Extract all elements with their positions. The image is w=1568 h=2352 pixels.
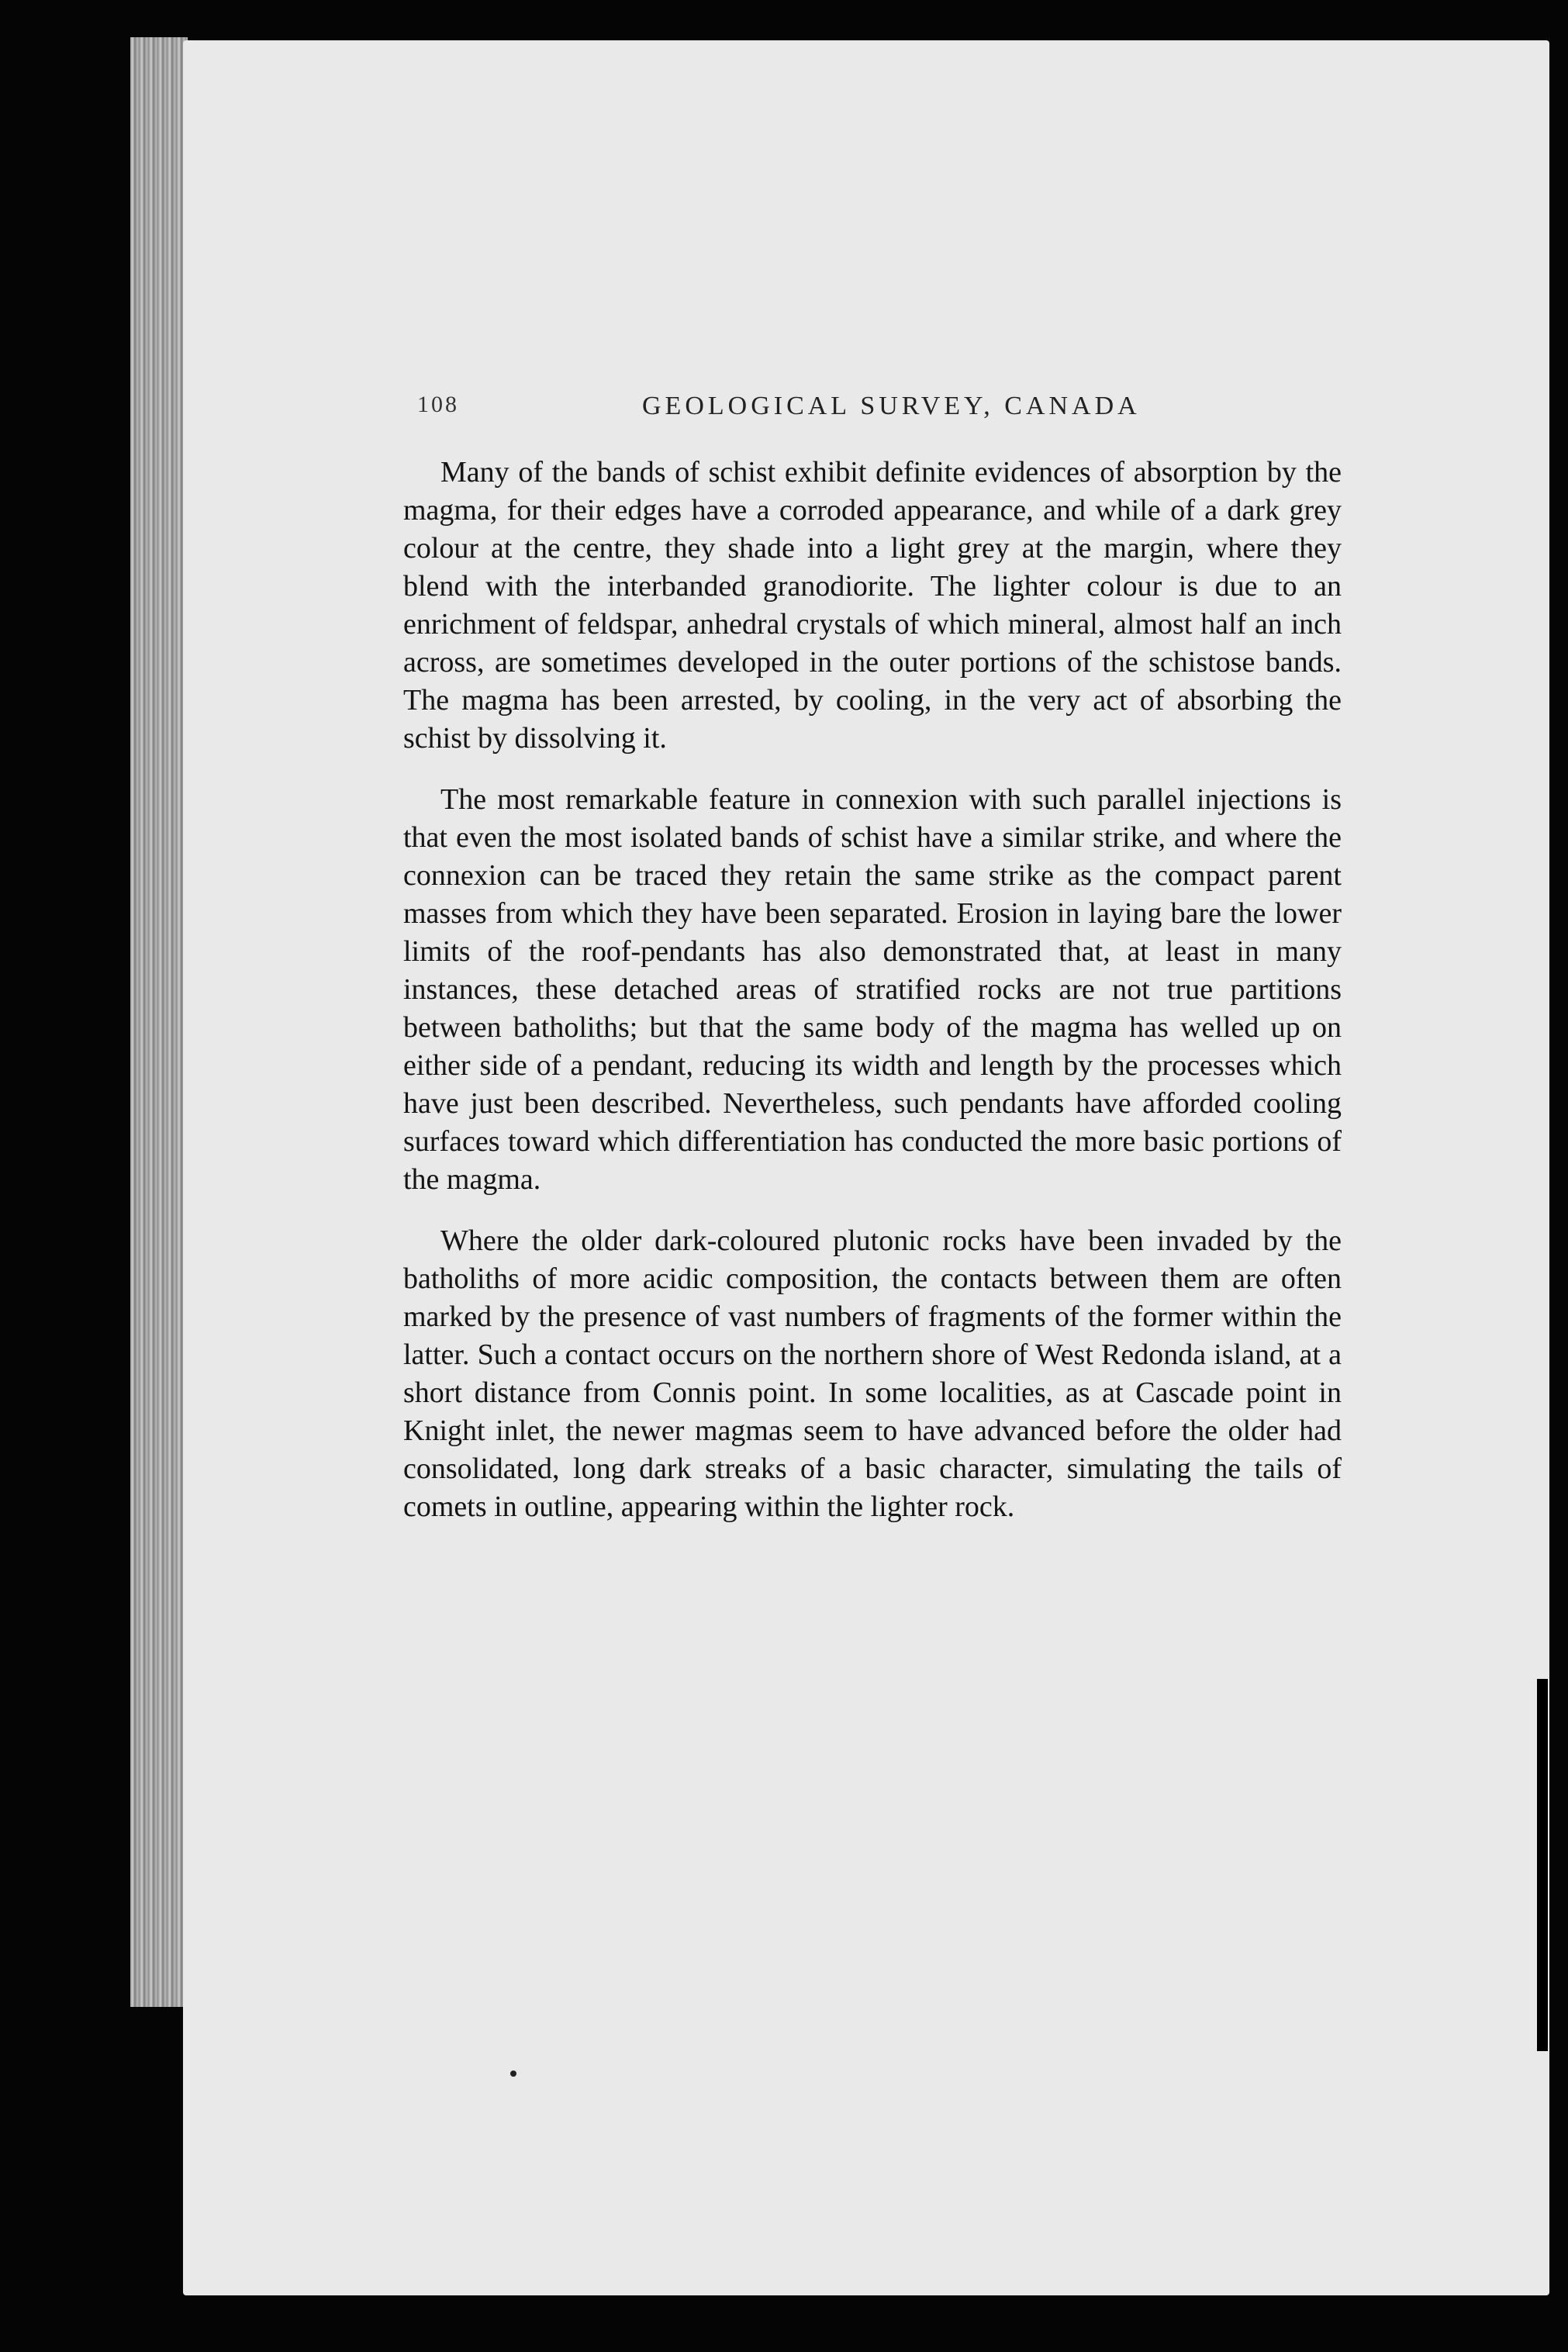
book-binding-edge (130, 37, 188, 2007)
body-text (403, 454, 1342, 1549)
paragraph: Where the older dark-coloured plutonic rocks have been invaded by the batholiths of more acidic composition, the contacts between them are often marked by the presence of vast numbers of fragments of the former within the latter. Such a contact occurs on the northern shore of West Redonda island, at a short distance from Connis point. In some localities, as at Cascade point in Knight inlet, the newer magmas seem to have advanced before the older had consolidated, long dark streaks of a basic character, simulating the tails of comets in outline, appearing within the lighter rock. (403, 1224, 1342, 1523)
film-edge-mark (1537, 1679, 1548, 2051)
speck-mark (510, 2071, 516, 2077)
paragraph: Many of the bands of schist exhibit definite evidences of absorption by the magma, for their edges have a corroded appearance, and while of a dark grey colour at the centre, they shade into a light grey at the margin, where they blend with the interbanded granodiorite. The lighter colour is due to an enrichment of feldspar, anhedral crystals of which mineral, almost half an inch across, are sometimes developed in the outer portions of the schistose bands. The magma has been arrested, by cooling, in the very act of absorbing the schist by dissolving it. (403, 456, 1342, 755)
running-head-title: GEOLOGICAL SURVEY, CANADA (642, 392, 1141, 420)
page-number: 108 (417, 392, 459, 417)
paragraph: The most remarkable feature in connexion with such parallel injections is that even the most isolated bands of schist have a similar strike, and where the connexion can be traced they retain the same strike as the compact parent masses from which they have been separated. Erosion in laying bare the lower limits of the roof-pendants has also demonstrated that, at least in many instances, these detached areas of stratified rocks are not true partitions between batholiths; but that the same body of the magma has welled up on either side of a pendant, reducing its width and length by the processes which have just been described. Nevertheless, such pendants have afforded cooling surfaces toward which differentiation has conducted the more basic portions of the magma. (403, 783, 1342, 1196)
